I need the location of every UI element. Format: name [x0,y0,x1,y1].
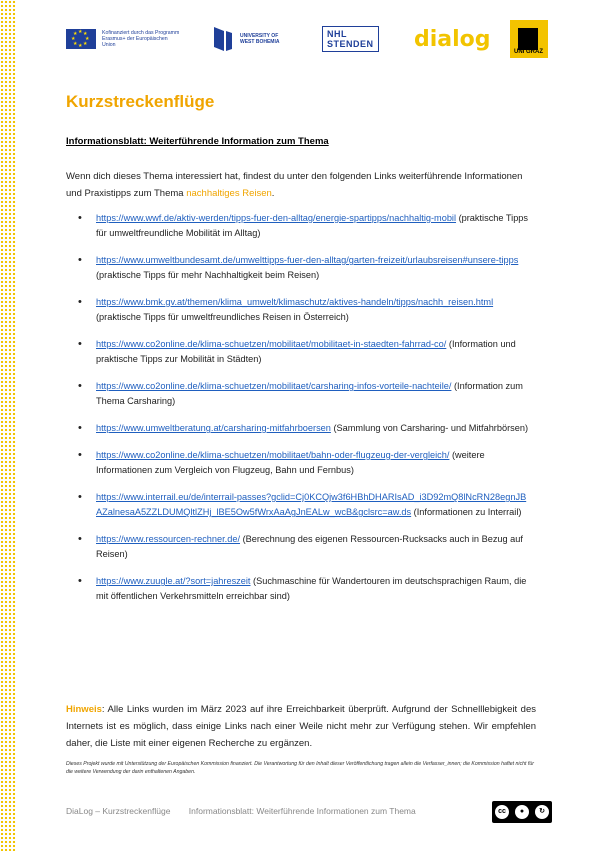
sa-icon: ↻ [535,805,549,819]
list-item [78,337,528,367]
link-description: (Information und praktische Tipps zur Mobilität in Städten) [96,339,516,364]
nhl-stenden-logo [322,18,379,60]
list-item [78,295,528,325]
hint-paragraph [66,701,536,752]
eu-logo [66,18,180,60]
intro-paragraph [66,168,536,202]
eu-funding-text: Kofinanziert durch das Programm Erasmus+ der Europäischen Union [102,30,180,48]
link[interactable]: https://www.ressourcen-rechner.de/ [96,534,241,544]
page-title: Kurzstreckenflüge [66,92,215,111]
link[interactable]: https://www.co2online.de/klima-schuetzen/mobilitaet/carsharing-infos-vorteile-nachteile/ [96,381,452,391]
link[interactable]: https://www.wwf.de/aktiv-werden/tipps-fuer-den-alltag/energie-spartipps/nachhaltig-mobil [96,213,457,223]
list-item [78,574,528,604]
link[interactable]: https://www.umweltberatung.at/carsharing-mitfahrboersen [96,423,331,433]
link-description: (weitere Informationen zum Vergleich von Flugzeug, Bahn und Fernbus) [96,450,485,475]
stenden-text: STENDEN [327,39,374,49]
dialog-logo-text: dialog [414,26,491,52]
list-item [78,421,528,436]
link[interactable]: https://www.zuugle.at/?sort=jahreszeit [96,576,251,586]
link[interactable]: https://www.co2online.de/klima-schuetzen/mobilitaet/bahn-oder-flugzeug-der-vergleich/ [96,450,450,460]
link-list [78,211,528,616]
list-item [78,490,528,520]
link-description: (Sammlung von Carsharing- und Mitfahrbörsen) [330,423,529,433]
link[interactable]: https://www.umweltbundesamt.de/umwelttipps-fuer-den-alltag/garten-freizeit/urlaubsreisen#unsere-tipps [96,255,519,265]
disclaimer: Dieses Projekt wurde mit Unterstützung der Europäischen Kommission finanziert. Die Verantwortung für den Inhalt dieser Veröffentlichung tragen allein die Verfasser_innen; die Kommission haftet nicht für die weitere Verwendung der darin enthaltenen Angaben. [66,761,534,775]
link-description: (praktische Tipps für umweltfreundliches Reisen in Österreich) [96,312,349,322]
logo-bar [62,18,552,60]
eu-flag-icon: ★ ★ ★ ★ ★ ★ ★ ★ [66,29,96,49]
intro-end: . [271,188,275,199]
footer [66,806,416,816]
uwb-mark-icon [212,25,234,53]
cc-icon: cc [495,805,509,819]
list-item [78,211,528,241]
uni-graz-logo [510,20,548,58]
link-description: (praktische Tipps für mehr Nachhaltigkeit beim Reisen) [96,270,320,280]
link-description: (praktische Tipps für umweltfreundliche Mobilität im Alltag) [96,213,529,238]
subheading: Informationsblatt: Weiterführende Information zum Thema [66,136,329,147]
link-description: (Suchmaschine für Wandertouren im deutschsprachigen Raum, die mit öffentlichen Verkehrsmitteln erreichbar sind) [96,576,527,601]
link[interactable]: https://www.interrail.eu/de/interrail-passes?gclid=Cj0KCQjw3f6HBhDHARIsAD_i3D92mQ8lNcRN28egnJBAZalnesaA5ZZLDUMQltlZHj_lBE5Ow5fWrxAaAgJnEALw_wcB&gclsrc=aw.ds [96,492,527,517]
cc-license-badge [492,801,552,823]
list-item [78,448,528,478]
nhl-text: NHL [327,29,347,39]
hint-label: Hinweis [66,704,102,715]
footer-left: DiaLog – Kurzstreckenflüge [66,806,171,816]
hint-text: : Alle Links wurden im März 2023 auf ihre Erreichbarkeit überprüft. Aufgrund der Schnelllebigkeit des Internets ist es möglich, dass einige Links nach einer Weile nicht mehr zur Verfügung stehen. Wir empfehlen daher, die Liste mit einer eigenen Recherche zu ergänzen. [66,704,536,749]
by-icon: ● [515,805,529,819]
link[interactable]: https://www.co2online.de/klima-schuetzen/mobilitaet/mobilitaet-in-staedten-fahrrad-co/ [96,339,447,349]
dialog-logo [414,18,491,60]
list-item [78,379,528,409]
uwb-logo [212,18,280,60]
link-description: (Information zum Thema Carsharing) [96,381,523,406]
uwb-text: UNIVERSITY OF WEST BOHEMIA [240,33,280,45]
list-item [78,532,528,562]
uni-graz-text: UNI GRAZ [514,49,543,55]
intro-text: Wenn dich dieses Thema interessiert hat, findest du unter den folgenden Links weiterführende Informationen und Praxistipps zum Thema [66,171,523,199]
link-description: (Informationen zu Interrail) [411,507,522,517]
link[interactable]: https://www.bmk.gv.at/themen/klima_umwelt/klimaschutz/aktives-handeln/tipps/nachh_reisen.html [96,297,494,307]
decorative-dot-border [0,0,16,851]
link-description: (Berechnung des eigenen Ressourcen-Rucksacks auch in Bezug auf Reisen) [96,534,523,559]
list-item [78,253,528,283]
intro-highlight: nachhaltiges Reisen [186,188,272,199]
footer-right: Informationsblatt: Weiterführende Informationen zum Thema [188,806,416,816]
